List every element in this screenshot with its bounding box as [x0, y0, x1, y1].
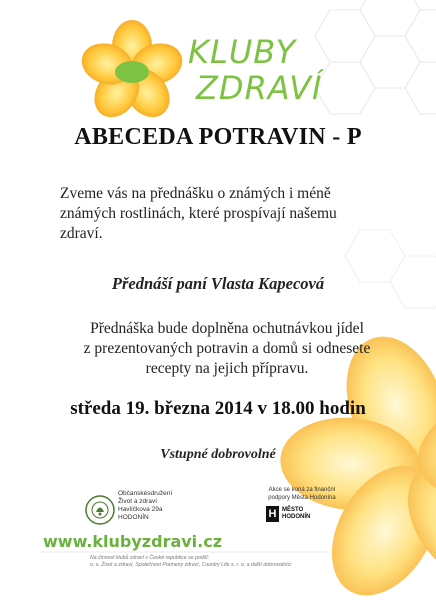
logo-line-2: ZDRAVÍ	[196, 69, 323, 107]
speaker-line: Přednáší paní Vlasta Kapecová	[111, 274, 325, 293]
admission-note: Vstupné dobrovolné	[160, 447, 276, 462]
tasting-line: Přednáška bude doplněna ochutnávkou jídel	[90, 320, 364, 337]
funding-line: podpory Města Hodonína	[268, 494, 336, 501]
city-name-line: MĚSTO	[282, 507, 304, 513]
footnote-line: o. s. Život a zdraví, Společnost Prameny zdraví, Country Life s. r. o. a další dobrovolníci	[90, 562, 292, 568]
website-link[interactable]: www.klubyzdravi.cz	[43, 532, 223, 551]
logo-line-1: KLUBY	[188, 33, 297, 71]
intro-line: Zveme vás na přednášku o známých i méně	[60, 185, 331, 202]
page-title: ABECEDA POTRAVIN - P	[74, 124, 362, 150]
organizer-seal-icon	[86, 496, 114, 524]
city-name-line: HODONÍN	[282, 514, 311, 520]
city-logo-icon: H	[266, 506, 279, 522]
event-datetime: středa 19. března 2014 v 18.00 hodin	[70, 398, 366, 419]
organizer-line: Život a zdraví	[118, 498, 158, 505]
intro-line: známých rostlinách, které prospívají našemu	[60, 205, 337, 222]
tasting-line: z prezentovaných potravin a domů si odnesete	[83, 340, 371, 357]
intro-line: zdraví.	[60, 225, 103, 242]
city-logo	[266, 506, 326, 522]
flower-logo-icon	[76, 20, 187, 126]
club-logo	[188, 34, 348, 106]
organizer-line: Havlíčkova 29a	[118, 506, 163, 513]
footnote-line: Na činnost klubů zdraví v České republice se podílí:	[90, 555, 210, 561]
organizer-line: HODONÍN	[118, 514, 149, 521]
organizer-line: Občanskésdružení	[118, 490, 173, 497]
funding-note	[252, 487, 352, 502]
funding-line: Akce se koná za finanční	[268, 487, 336, 493]
city-logo-text	[282, 507, 310, 521]
organizer-address	[118, 490, 218, 522]
intro-paragraph	[60, 184, 390, 244]
footnote	[90, 555, 420, 569]
tasting-paragraph	[52, 319, 402, 379]
tasting-line: recepty na jejich přípravu.	[145, 360, 309, 377]
